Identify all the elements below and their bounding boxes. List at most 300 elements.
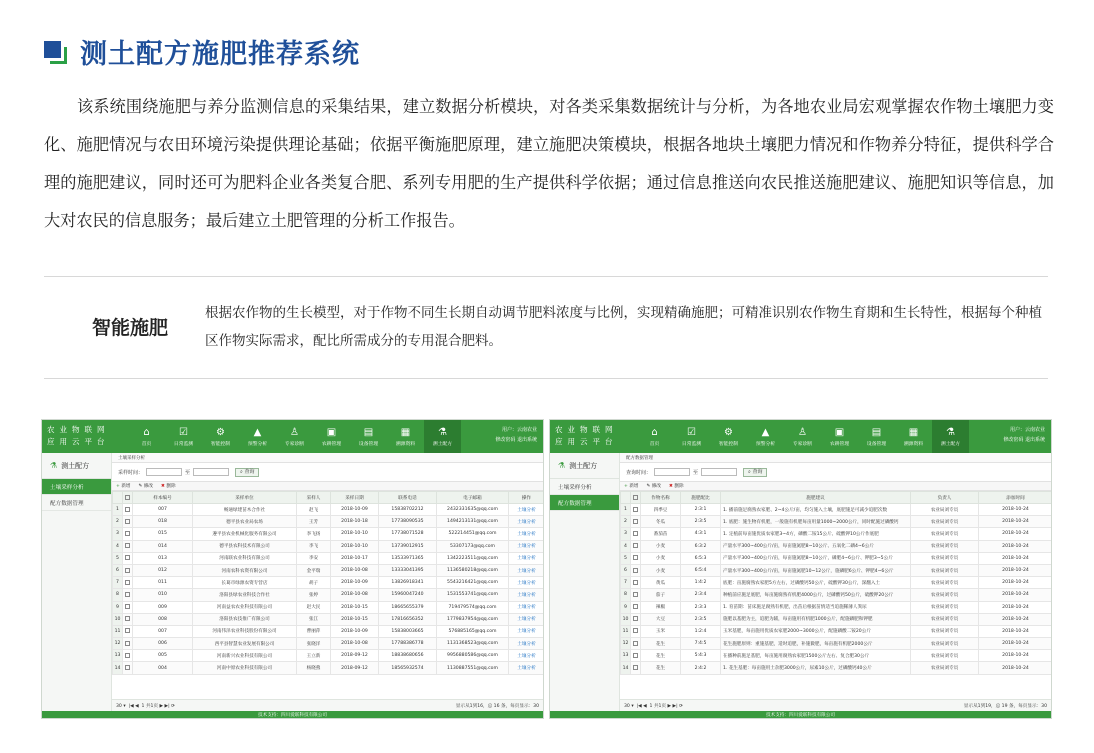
table-cell: 008 xyxy=(133,613,193,625)
table-cell: 15838702212 xyxy=(379,504,437,516)
row-number: 5 xyxy=(113,552,123,564)
column-header[interactable]: 联系电话 xyxy=(379,492,437,504)
row-number: 8 xyxy=(621,589,631,601)
select-all-checkbox[interactable] xyxy=(125,495,130,500)
nav-item-1[interactable] xyxy=(165,420,202,453)
table-cell: 5543216421@qq.com xyxy=(437,577,509,589)
nav-label: 首页 xyxy=(649,441,660,447)
row-number: 1 xyxy=(621,504,631,516)
table-row[interactable] xyxy=(621,589,1052,601)
row-checkbox-cell xyxy=(631,528,641,540)
row-checkbox[interactable] xyxy=(125,653,130,658)
table-cell: 2018-10-24 xyxy=(979,662,1052,674)
table-cell: 2018-09-12 xyxy=(331,662,379,674)
row-checkbox[interactable] xyxy=(633,665,638,670)
row-checkbox-cell xyxy=(123,552,133,564)
row-checkbox-cell xyxy=(123,589,133,601)
table-cell: 015 xyxy=(133,528,193,540)
table-cell: 赵飞 xyxy=(297,504,331,516)
row-number: 4 xyxy=(113,540,123,552)
table-cell: 曹丽萍 xyxy=(297,625,331,637)
row-checkbox[interactable] xyxy=(125,555,130,560)
nav-icon: ⌂ xyxy=(143,426,150,438)
table-cell: 农业局刘专员 xyxy=(911,552,979,564)
toolbar xyxy=(620,481,1051,491)
table-cell: 农业局刘专员 xyxy=(911,638,979,650)
row-checkbox-cell xyxy=(123,564,133,576)
table-cell: 花生 xyxy=(641,650,681,662)
logout-link[interactable]: 退出系统 xyxy=(1024,437,1045,443)
table-cell: 西平县智慧农业发展有限公司 xyxy=(193,638,297,650)
table-cell: 河南新兴农业科技有限公司 xyxy=(193,650,297,662)
app-footer: 技术支持：四川爱联科技有限公司 xyxy=(550,711,1051,719)
table-cell: 2:3:5 xyxy=(681,516,721,528)
analyze-link[interactable]: 土壤分析 xyxy=(509,552,544,564)
toolbar xyxy=(112,481,543,491)
title-mark-icon xyxy=(44,39,68,63)
nav-item-0[interactable] xyxy=(128,420,165,453)
table-cell: 004 xyxy=(133,662,193,674)
table-cell: 小麦 xyxy=(641,540,681,552)
row-checkbox[interactable] xyxy=(633,519,638,524)
add-button[interactable]: + 新增 xyxy=(116,484,131,489)
column-header[interactable]: 操作 xyxy=(509,492,544,504)
nav-item-5[interactable] xyxy=(821,420,858,453)
table-row[interactable] xyxy=(113,613,544,625)
table-row[interactable] xyxy=(113,577,544,589)
column-header[interactable]: 采样单位 xyxy=(193,492,297,504)
row-checkbox[interactable] xyxy=(633,641,638,646)
nav-item-7[interactable] xyxy=(895,420,932,453)
analyze-link[interactable]: 土壤分析 xyxy=(509,540,544,552)
table-cell: 012 xyxy=(133,564,193,576)
column-header[interactable]: 样本编号 xyxy=(133,492,193,504)
row-checkbox[interactable] xyxy=(125,616,130,621)
row-number: 12 xyxy=(113,638,123,650)
table-cell: 006 xyxy=(133,638,193,650)
user-name: 用户：云南农业 xyxy=(501,427,537,433)
table-row[interactable] xyxy=(113,504,544,516)
page-size-select[interactable]: 30 xyxy=(624,703,630,709)
table-cell: 张婷 xyxy=(297,589,331,601)
analyze-link[interactable]: 土壤分析 xyxy=(509,613,544,625)
table-cell: 1494213131@qq.com xyxy=(437,516,509,528)
table-cell: 李飞扬 xyxy=(297,528,331,540)
table-row[interactable] xyxy=(621,516,1052,528)
row-checkbox[interactable] xyxy=(633,531,638,536)
row-checkbox[interactable] xyxy=(125,592,130,597)
column-header[interactable]: 施肥建议 xyxy=(721,492,911,504)
table-cell: 2018-10-24 xyxy=(979,613,1052,625)
table-row[interactable] xyxy=(113,650,544,662)
table-cell: 2018-10-18 xyxy=(331,516,379,528)
row-number: 10 xyxy=(113,613,123,625)
table-cell: 洛阳县农技推广有限公司 xyxy=(193,613,297,625)
delete-button[interactable]: ✖ 删除 xyxy=(669,484,684,489)
row-number: 7 xyxy=(113,577,123,589)
row-number: 11 xyxy=(113,625,123,637)
table-cell: 13739012915 xyxy=(379,540,437,552)
row-checkbox-cell xyxy=(631,504,641,516)
table-row[interactable] xyxy=(113,662,544,674)
row-checkbox[interactable] xyxy=(633,507,638,512)
analyze-link[interactable]: 土壤分析 xyxy=(509,662,544,674)
search-button[interactable]: ⌕ 查询 xyxy=(743,468,767,477)
table-cell: 河南伟泽农业科技股份有限公司 xyxy=(193,625,297,637)
table-cell: 长葛市绿源农资专营店 xyxy=(193,577,297,589)
table-cell: 576885165@qq.com xyxy=(437,625,509,637)
table-cell: 冬瓜 xyxy=(641,516,681,528)
page-number[interactable]: 1 xyxy=(649,703,653,709)
nav-item-8[interactable] xyxy=(932,420,969,453)
table-cell: 2018-10-24 xyxy=(979,601,1052,613)
nav-item-5[interactable] xyxy=(313,420,350,453)
change-password-link[interactable]: 修改密码 xyxy=(1003,437,1024,443)
row-checkbox[interactable] xyxy=(125,628,130,633)
row-number: 13 xyxy=(621,650,631,662)
app-header xyxy=(550,420,1051,453)
row-checkbox[interactable] xyxy=(125,665,130,670)
column-header[interactable] xyxy=(631,492,641,504)
nav-icon: ♙ xyxy=(290,426,299,438)
table-cell: 番茄苗 xyxy=(641,528,681,540)
flask-icon: ⚗ xyxy=(558,461,566,470)
row-checkbox[interactable] xyxy=(125,519,130,524)
table-cell: 522214451@qq.com xyxy=(437,528,509,540)
table-cell: 17788386778 xyxy=(379,638,437,650)
row-checkbox-cell xyxy=(631,552,641,564)
nav-label: 预警分析 xyxy=(247,441,268,447)
analyze-link[interactable]: 土壤分析 xyxy=(509,528,544,540)
app-brand: 农业物联网 应用云平台 xyxy=(555,425,618,446)
table-cell: 2018-10-24 xyxy=(979,577,1052,589)
nav-label: 设备管理 xyxy=(866,441,887,447)
table-cell: 农业局刘专员 xyxy=(911,540,979,552)
table-cell: 农业局刘专员 xyxy=(911,577,979,589)
row-number: 9 xyxy=(621,601,631,613)
start-date-input[interactable] xyxy=(654,468,690,476)
analyze-link[interactable]: 土壤分析 xyxy=(509,625,544,637)
table-row[interactable] xyxy=(621,638,1052,650)
start-date-input[interactable] xyxy=(146,468,182,476)
nav-label: 农耕管理 xyxy=(829,441,850,447)
feature-description: 根据农作物的生长模型，对于作物不同生长期自动调节肥料浓度与比例，实现精确施肥；可精准识别农作物生育期和生长特性，根据每个种植区作物实际需求，配比所需成分的专用混合肥料。 xyxy=(205,305,1042,349)
table-row[interactable] xyxy=(621,552,1052,564)
table-row[interactable] xyxy=(113,589,544,601)
end-date-input[interactable] xyxy=(701,468,737,476)
table-cell: 2018-10-10 xyxy=(331,528,379,540)
table-row[interactable] xyxy=(113,516,544,528)
row-checkbox-cell xyxy=(631,516,641,528)
table-row[interactable] xyxy=(621,504,1052,516)
row-number: 7 xyxy=(621,577,631,589)
row-checkbox-cell xyxy=(123,625,133,637)
analyze-link[interactable]: 土壤分析 xyxy=(509,516,544,528)
row-checkbox-cell xyxy=(631,577,641,589)
edit-button[interactable]: ✎ 修改 xyxy=(138,484,154,489)
nav-icon: ▣ xyxy=(326,426,337,438)
column-header[interactable] xyxy=(123,492,133,504)
logout-link[interactable]: 退出系统 xyxy=(516,437,537,443)
row-number: 6 xyxy=(621,564,631,576)
nav-icon: ▦ xyxy=(400,426,411,438)
nav-icon: ⚗ xyxy=(946,426,955,438)
row-number: 5 xyxy=(621,552,631,564)
nav-item-6[interactable] xyxy=(350,420,387,453)
table-cell: 花生 xyxy=(641,662,681,674)
table-cell: 2:3:4 xyxy=(681,589,721,601)
table-cell: 6:3:2 xyxy=(681,540,721,552)
analyze-link[interactable]: 土壤分析 xyxy=(509,504,544,516)
table-cell: 2018-10-15 xyxy=(331,613,379,625)
row-checkbox[interactable] xyxy=(125,641,130,646)
user-panel xyxy=(1003,425,1045,445)
breadcrumb: 土壤采样分析 xyxy=(112,453,543,463)
row-checkbox[interactable] xyxy=(633,543,638,548)
column-header[interactable] xyxy=(621,492,631,504)
column-header[interactable]: 采样人 xyxy=(297,492,331,504)
table-row[interactable] xyxy=(621,540,1052,552)
row-checkbox-cell xyxy=(123,662,133,674)
row-checkbox-cell xyxy=(631,638,641,650)
table-cell: 玉米基肥，每亩施用优质农家肥2000~3000公斤，配施磷酸二铵20公斤 xyxy=(721,625,911,637)
sidebar-item-formula-data[interactable]: 配方数据管理 xyxy=(42,495,111,511)
row-number: 2 xyxy=(621,516,631,528)
delete-button[interactable]: ✖ 删除 xyxy=(161,484,176,489)
table-row[interactable] xyxy=(113,638,544,650)
table-row[interactable] xyxy=(621,650,1052,662)
analyze-link[interactable]: 土壤分析 xyxy=(509,564,544,576)
table-cell: 2018-10-09 xyxy=(331,504,379,516)
row-checkbox[interactable] xyxy=(633,568,638,573)
column-header[interactable]: 添加时间 xyxy=(979,492,1052,504)
row-checkbox[interactable] xyxy=(633,653,638,658)
row-checkbox[interactable] xyxy=(633,628,638,633)
table-cell: 53307173@qq.com xyxy=(437,540,509,552)
sidebar-item-formula-data[interactable]: 配方数据管理 xyxy=(550,495,619,511)
row-checkbox[interactable] xyxy=(125,531,130,536)
nav-label: 农耕管理 xyxy=(321,441,342,447)
row-checkbox-cell xyxy=(123,516,133,528)
nav-item-2[interactable] xyxy=(202,420,239,453)
page-size-select[interactable]: 30 xyxy=(116,703,122,709)
column-header[interactable]: 作物名称 xyxy=(641,492,681,504)
table-row[interactable] xyxy=(113,625,544,637)
page-number[interactable]: 1 xyxy=(141,703,145,709)
table-row[interactable] xyxy=(621,528,1052,540)
user-name: 用户：云南农业 xyxy=(1009,427,1045,433)
row-checkbox[interactable] xyxy=(633,555,638,560)
analyze-link[interactable]: 土壤分析 xyxy=(509,601,544,613)
table-cell: 农业局刘专员 xyxy=(911,601,979,613)
table-cell: 2018-10-17 xyxy=(331,552,379,564)
column-header[interactable]: 施肥配比 xyxy=(681,492,721,504)
nav-icon: ⌂ xyxy=(651,426,658,438)
row-checkbox[interactable] xyxy=(125,543,130,548)
search-bar: 采样时间： 至 ⌕ 查询 xyxy=(112,463,543,481)
table-cell: 2018-10-24 xyxy=(979,589,1052,601)
table-cell: 1342223511@qq.com xyxy=(437,552,509,564)
nav-icon: ☑ xyxy=(687,426,696,438)
edit-button[interactable]: ✎ 修改 xyxy=(646,484,662,489)
table-row[interactable] xyxy=(113,528,544,540)
table-cell: 农业局刘专员 xyxy=(911,564,979,576)
row-checkbox-cell xyxy=(123,601,133,613)
table-cell: 花生施肥原则：重施基肥，适时追肥，补施微肥，每亩施有机肥2000公斤 xyxy=(721,638,911,650)
nav-item-0[interactable] xyxy=(636,420,673,453)
column-header[interactable]: 负责人 xyxy=(911,492,979,504)
nav-label: 日常监测 xyxy=(173,441,194,447)
sidebar-item-soil-sampling[interactable]: 土壤采样分析 xyxy=(42,479,111,495)
analyze-link[interactable]: 土壤分析 xyxy=(509,589,544,601)
table-cell: 2:4:2 xyxy=(681,662,721,674)
analyze-link[interactable]: 土壤分析 xyxy=(509,650,544,662)
app-header xyxy=(42,420,543,453)
row-checkbox-cell xyxy=(631,601,641,613)
nav-icon: ▲ xyxy=(761,426,770,438)
pager: 30 ▾ |◀ ◀ 1 共1页 ▶ ▶| ⟳ 显示从1到19，总 19 条，每页显示：30 xyxy=(620,699,1051,711)
row-checkbox[interactable] xyxy=(125,568,130,573)
select-all-checkbox[interactable] xyxy=(633,495,638,500)
row-checkbox[interactable] xyxy=(633,580,638,585)
row-checkbox-cell xyxy=(123,540,133,552)
nav-item-7[interactable] xyxy=(387,420,424,453)
nav-item-2[interactable] xyxy=(710,420,747,453)
table-cell: 张江 xyxy=(297,613,331,625)
table-cell: 2018-10-10 xyxy=(331,540,379,552)
table-cell: 产量水平300~400公斤/亩，每亩施氮肥10~12公斤，施磷肥6公斤、钾肥4~6公斤 xyxy=(721,564,911,576)
table-cell: 张晓洋 xyxy=(297,638,331,650)
table-cell: 1. 底肥：施生物有机肥，一般施有机肥每亩用量1000~2000公斤，同时配施过磷酸钙 xyxy=(721,516,911,528)
column-header[interactable]: 电子邮箱 xyxy=(437,492,509,504)
table-cell: 金平瑞 xyxy=(297,564,331,576)
table-row[interactable] xyxy=(621,564,1052,576)
nav-item-8[interactable] xyxy=(424,420,461,453)
row-number: 13 xyxy=(113,650,123,662)
nav-icon: ▤ xyxy=(363,426,374,438)
table-cell: 小麦 xyxy=(641,552,681,564)
nav-item-4[interactable] xyxy=(276,420,313,453)
table-cell: 底肥：亩施腐熟农家肥5方左右，过磷酸钙50公斤，硫酸钾30公斤，深翻入土 xyxy=(721,577,911,589)
table-cell: 2:3:3 xyxy=(681,601,721,613)
table-cell: 辣椒 xyxy=(641,601,681,613)
row-number: 1 xyxy=(113,504,123,516)
analyze-link[interactable]: 土壤分析 xyxy=(509,577,544,589)
row-checkbox[interactable] xyxy=(125,604,130,609)
table-cell: 1:2:4 xyxy=(681,625,721,637)
table-cell: 杨晓燕 xyxy=(297,662,331,674)
table-cell: 2:3:5 xyxy=(681,613,721,625)
sidebar xyxy=(42,453,112,711)
sidebar-item-soil-sampling[interactable]: 土壤采样分析 xyxy=(550,479,619,495)
table-cell: 1130887551@qq.com xyxy=(437,662,509,674)
table-cell: 17816656352 xyxy=(379,613,437,625)
table-cell: 013 xyxy=(133,552,193,564)
table-row[interactable] xyxy=(621,577,1052,589)
table-cell: 2018-10-15 xyxy=(331,601,379,613)
nav-label: 智能控制 xyxy=(210,441,231,447)
table-row[interactable] xyxy=(621,613,1052,625)
feature-title: 智能施肥 xyxy=(92,317,169,339)
row-checkbox[interactable] xyxy=(633,604,638,609)
end-date-input[interactable] xyxy=(193,468,229,476)
table-cell: 农业局刘专员 xyxy=(911,650,979,662)
flask-icon: ⚗ xyxy=(50,461,58,470)
row-checkbox-cell xyxy=(123,650,133,662)
column-header[interactable]: 采样日期 xyxy=(331,492,379,504)
nav-item-4[interactable] xyxy=(784,420,821,453)
table-row[interactable] xyxy=(113,540,544,552)
table-cell: 009 xyxy=(133,601,193,613)
table-cell: 2018-10-24 xyxy=(979,516,1052,528)
table-cell: 小麦 xyxy=(641,564,681,576)
page-title-row xyxy=(44,34,360,68)
formula-data-screenshot xyxy=(549,419,1052,719)
table-cell: 施肥以基肥为主，追肥为辅，每亩施用有机肥1000公斤，配施磷肥和钾肥 xyxy=(721,613,911,625)
nav-item-3[interactable] xyxy=(239,420,276,453)
pager-summary: 显示从1到19，总 19 条，每页显示：30 xyxy=(963,703,1047,709)
nav-label: 专家诊断 xyxy=(792,441,813,447)
table-row[interactable] xyxy=(621,625,1052,637)
sampling-table xyxy=(112,491,543,675)
nav-item-3[interactable] xyxy=(747,420,784,453)
table-row[interactable] xyxy=(621,601,1052,613)
table-cell: 四季豆 xyxy=(641,504,681,516)
row-checkbox[interactable] xyxy=(633,592,638,597)
row-number: 14 xyxy=(621,662,631,674)
nav-item-6[interactable] xyxy=(858,420,895,453)
table-cell: 13826918341 xyxy=(379,577,437,589)
table-cell: 农业局刘专员 xyxy=(911,504,979,516)
table-row[interactable] xyxy=(621,662,1052,674)
table-row[interactable] xyxy=(113,564,544,576)
nav-icon: ⚙ xyxy=(724,426,733,438)
table-row[interactable] xyxy=(113,552,544,564)
column-header[interactable] xyxy=(113,492,123,504)
table-cell: 遵平县农业机械化服务有限公司 xyxy=(193,528,297,540)
analyze-link[interactable]: 土壤分析 xyxy=(509,638,544,650)
table-cell: 1. 播前施足腐熟农家肥、2~4公斤/亩，均匀施入土壤，底肥施足可减少追肥次数 xyxy=(721,504,911,516)
table-cell: 2018-10-08 xyxy=(331,589,379,601)
formula-table xyxy=(620,491,1051,675)
row-checkbox-cell xyxy=(123,613,133,625)
table-cell: 农业局刘专员 xyxy=(911,625,979,637)
table-cell: 2018-10-24 xyxy=(979,625,1052,637)
row-checkbox[interactable] xyxy=(125,580,130,585)
table-cell: 1136580218@qq.com xyxy=(437,564,509,576)
nav-item-1[interactable] xyxy=(673,420,710,453)
table-cell: 13533971365 xyxy=(379,552,437,564)
table-cell: 德平县农业局农场 xyxy=(193,516,297,528)
table-cell: 5:4:3 xyxy=(681,650,721,662)
table-cell: 2018-10-24 xyxy=(979,540,1052,552)
add-button[interactable]: + 新增 xyxy=(624,484,639,489)
nav-label: 测土配方 xyxy=(432,441,453,447)
table-cell: 2018-10-09 xyxy=(331,577,379,589)
row-number: 11 xyxy=(621,625,631,637)
search-button[interactable]: ⌕ 查询 xyxy=(235,468,259,477)
row-checkbox-cell xyxy=(631,625,641,637)
row-checkbox[interactable] xyxy=(633,616,638,621)
table-cell: 007 xyxy=(133,504,193,516)
change-password-link[interactable]: 修改密码 xyxy=(495,437,516,443)
row-checkbox[interactable] xyxy=(125,507,130,512)
row-checkbox-cell xyxy=(123,528,133,540)
table-row[interactable] xyxy=(113,601,544,613)
row-number: 10 xyxy=(621,613,631,625)
main-nav xyxy=(636,420,969,453)
divider-top xyxy=(44,276,1048,277)
